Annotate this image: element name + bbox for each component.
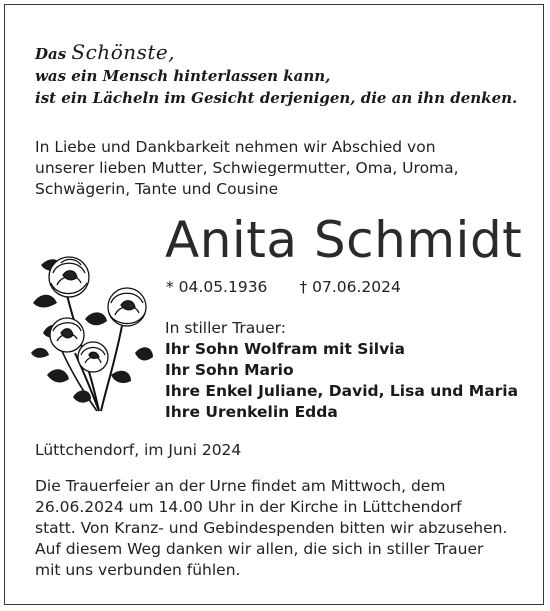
mourners-block — [165, 318, 518, 423]
quote-prefix: Das — [35, 45, 67, 63]
funeral-notice — [35, 476, 507, 581]
mourner-line: Ihre Urenkelin Edda — [165, 403, 338, 421]
life-dates — [166, 277, 401, 297]
death-date: † 07.06.2024 — [299, 278, 401, 296]
place-date: Lüttchendorf, im Juni 2024 — [35, 441, 242, 459]
mourner-line: Ihre Enkel Juliane, David, Lisa und Maria — [165, 382, 519, 400]
funeral-line: statt. Von Kranz- und Gebindespenden bitten wir abzusehen. — [35, 519, 508, 537]
obituary-frame — [4, 4, 544, 605]
quote-script-word: Schönste, — [71, 40, 176, 64]
quote-line-1 — [35, 41, 517, 65]
memorial-quote — [35, 41, 517, 109]
funeral-line: Auf diesem Weg danken wir allen, die sich in stiller Trauer — [35, 540, 484, 558]
roses-illustration-icon — [27, 225, 155, 415]
intro-text — [35, 137, 459, 200]
deceased-name: Anita Schmidt — [165, 211, 523, 269]
mourner-line: Ihr Sohn Mario — [165, 361, 294, 379]
intro-line: unserer lieben Mutter, Schwiegermutter, Oma, Uroma, — [35, 159, 459, 177]
mourners-intro: In stiller Trauer: — [165, 319, 286, 337]
funeral-line: mit uns verbunden fühlen. — [35, 561, 241, 579]
intro-line: In Liebe und Dankbarkeit nehmen wir Abschied von — [35, 138, 436, 156]
quote-line-2: was ein Mensch hinterlassen kann, — [35, 67, 331, 85]
birth-date: * 04.05.1936 — [166, 278, 268, 296]
intro-line: Schwägerin, Tante und Cousine — [35, 180, 279, 198]
quote-line-3: ist ein Lächeln im Gesicht derjenigen, die an ihn denken. — [35, 89, 518, 107]
funeral-line: Die Trauerfeier an der Urne findet am Mittwoch, dem — [35, 477, 446, 495]
mourner-line: Ihr Sohn Wolfram mit Silvia — [165, 340, 405, 358]
funeral-line: 26.06.2024 um 14.00 Uhr in der Kirche in Lüttchendorf — [35, 498, 462, 516]
